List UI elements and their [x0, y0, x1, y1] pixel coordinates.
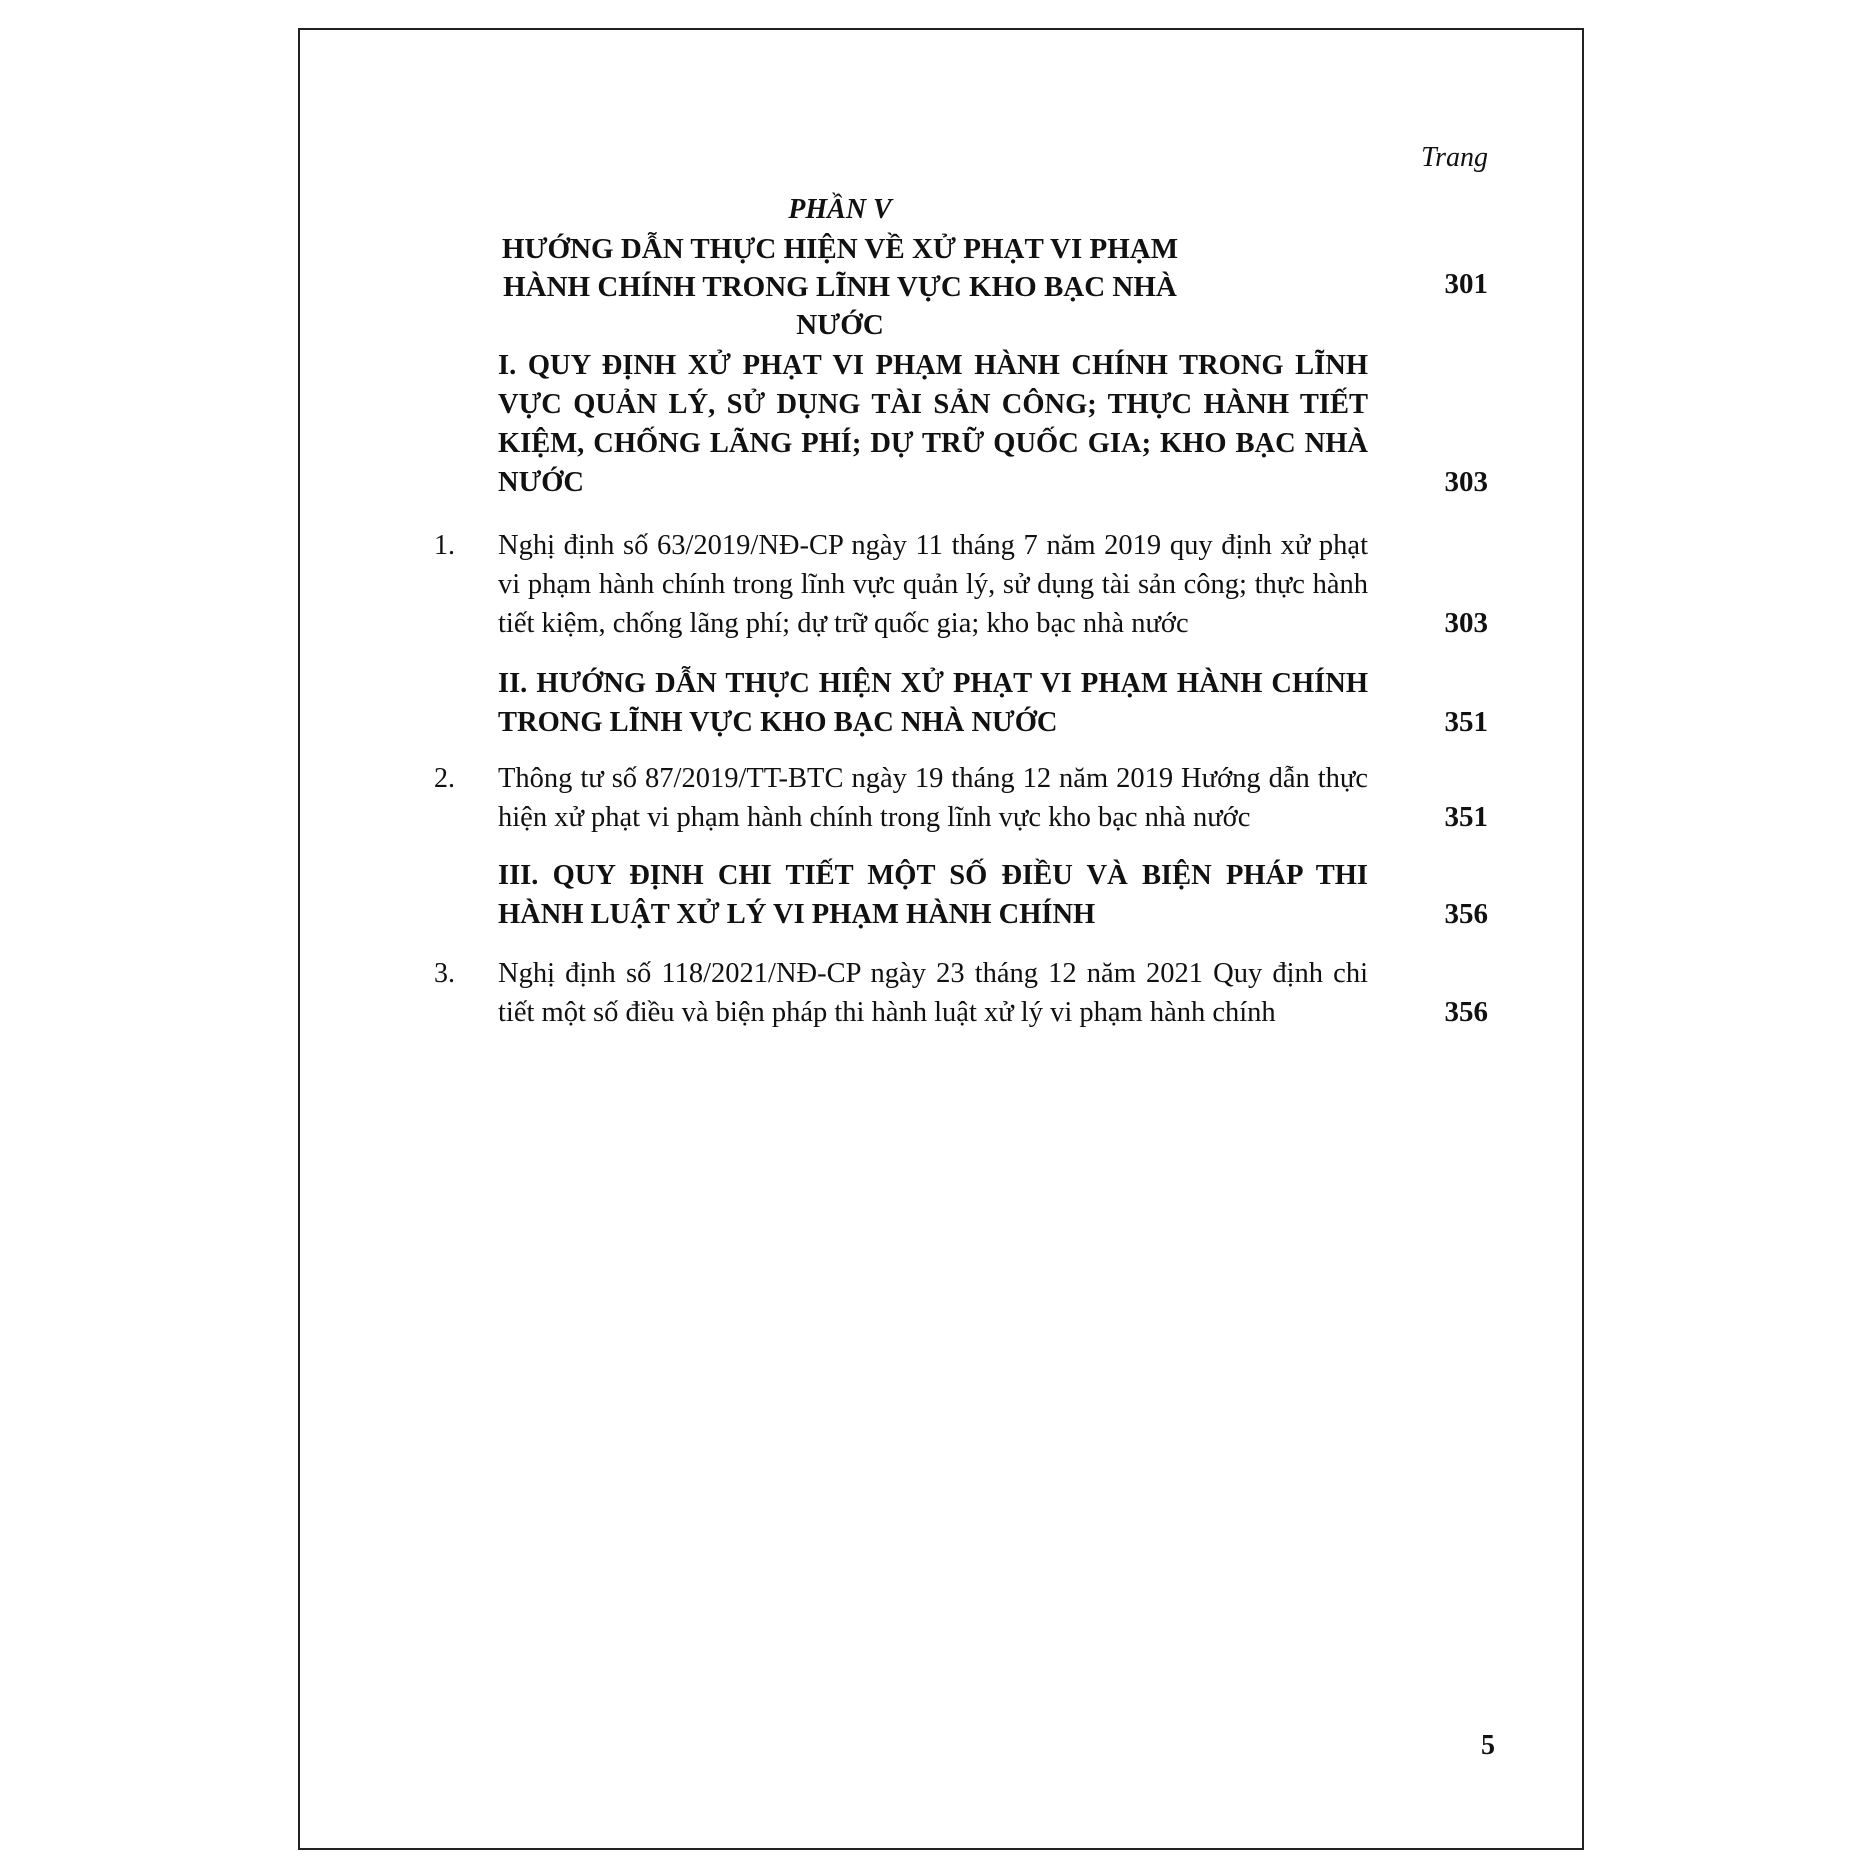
toc-entry-page: 351 — [1444, 801, 1488, 833]
toc-entry-text: III. QUY ĐỊNH CHI TIẾT MỘT SỐ ĐIỀU VÀ BIỆN PHÁP THI HÀNH LUẬT XỬ LÝ VI PHẠM HÀNH CHÍNH — [498, 860, 1368, 930]
page-column-label: Trang — [1421, 142, 1488, 173]
toc-entry-number: 2. — [434, 763, 455, 794]
part-heading — [500, 230, 1180, 344]
toc-entry-text: Nghị định số 118/2021/NĐ-CP ngày 23 tháng 12 năm 2021 Quy định chi tiết một số điều và biện pháp thi hành luật xử lý vi phạm hành chính — [498, 958, 1368, 1028]
part-heading-line-2: HÀNH CHÍNH TRONG LĨNH VỰC KHO BẠC NHÀ NƯỚC — [503, 271, 1177, 341]
part-page-number: 301 — [1444, 268, 1488, 300]
toc-entry-page: 303 — [1444, 607, 1488, 639]
toc-entry-text: I. QUY ĐỊNH XỬ PHẠT VI PHẠM HÀNH CHÍNH TRONG LĨNH VỰC QUẢN LÝ, SỬ DỤNG TÀI SẢN CÔNG; THỰC HÀNH TIẾT KIỆM, CHỐNG LÃNG PHÍ; DỰ TRỮ QUỐC GIA; KHO BẠC NHÀ NƯỚC — [498, 350, 1368, 498]
part-heading-line-1: HƯỚNG DẪN THỰC HIỆN VỀ XỬ PHẠT VI PHẠM — [501, 233, 1179, 265]
toc-entry-page: 356 — [1444, 996, 1488, 1028]
document-page — [298, 28, 1584, 1850]
toc-entry-page: 351 — [1444, 706, 1488, 738]
page-number: 5 — [1481, 1730, 1495, 1761]
toc-entry-text: Nghị định số 63/2019/NĐ-CP ngày 11 tháng 7 năm 2019 quy định xử phạt vi phạm hành chính trong lĩnh vực quản lý, sử dụng tài sản công; thực hành tiết kiệm, chống lãng phí; dự trữ quốc gia; kho bạc nhà nước — [498, 530, 1368, 639]
toc-entry-number: 3. — [434, 958, 455, 989]
toc-entry-text: Thông tư số 87/2019/TT-BTC ngày 19 tháng 12 năm 2019 Hướng dẫn thực hiện xử phạt vi phạm hành chính trong lĩnh vực kho bạc nhà nước — [498, 763, 1368, 833]
toc-entry-number: 1. — [434, 530, 455, 561]
part-title: PHẦN V — [788, 194, 892, 225]
toc-entry-page: 356 — [1444, 898, 1488, 930]
toc-entry-page: 303 — [1444, 466, 1488, 498]
toc-entry-text: II. HƯỚNG DẪN THỰC HIỆN XỬ PHẠT VI PHẠM HÀNH CHÍNH TRONG LĨNH VỰC KHO BẠC NHÀ NƯỚC — [498, 668, 1368, 738]
